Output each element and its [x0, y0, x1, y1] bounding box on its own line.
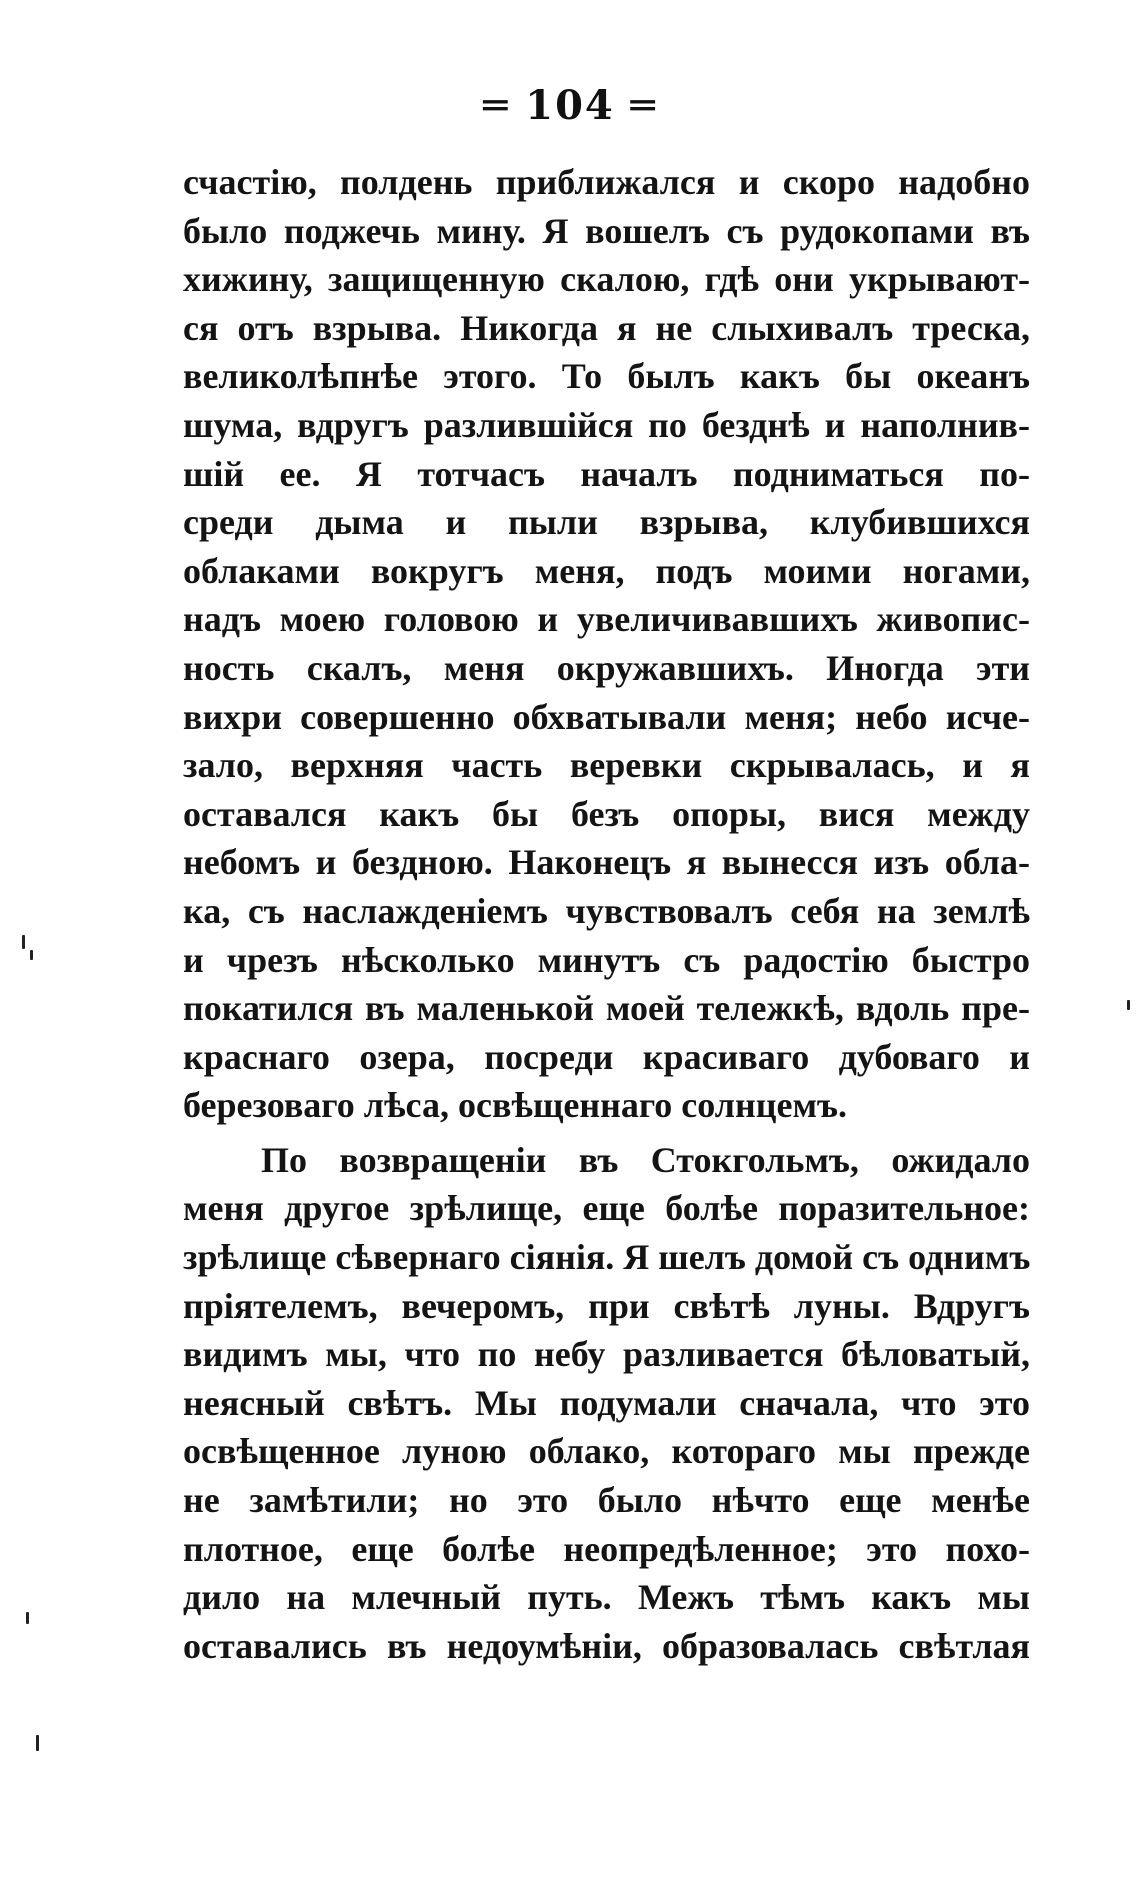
page-number: [0, 82, 1140, 129]
page-number-value: 104: [525, 82, 615, 129]
page-number-left-rule: ═: [483, 82, 526, 129]
text-line: оставались въ недоумѣніи, образовалась свѣтлая: [183, 1625, 1030, 1666]
text-line: и чрезъ нѣсколько минутъ съ радостію быстро: [183, 939, 1030, 980]
text-line: оставался какъ бы безъ опоры, вися между: [183, 793, 1030, 834]
text-line: великолѣпнѣе этого. То былъ какъ бы океанъ: [183, 356, 1030, 397]
text-line: облаками вокругъ меня, подъ моими ногами,: [183, 550, 1030, 591]
text-line: вихри совершенно обхватывали меня; небо исче-: [183, 696, 1030, 737]
text-line: небомъ и бездною. Наконецъ я вынесся изъ обла-: [183, 842, 1030, 883]
text-line: краснаго озера, посреди красиваго дубоваго и: [183, 1036, 1030, 1077]
text-line: не замѣтили; но это было нѣчто еще менѣе: [183, 1480, 1030, 1521]
text-line: ка, съ наслажденіемъ чувствовалъ себя на землѣ: [183, 890, 1030, 931]
text-line: дило на млечный путь. Межъ тѣмъ какъ мы: [183, 1577, 1030, 1618]
text-line: надъ моею головою и увеличивавшихъ живопис-: [183, 599, 1030, 640]
text-line: среди дыма и пыли взрыва, клубившихся: [183, 502, 1030, 543]
text-line: ность скалъ, меня окружавшихъ. Иногда эти: [183, 647, 1030, 688]
text-line: хижину, защищенную скалою, гдѣ они укрывают-: [183, 259, 1030, 300]
text-line: зало, верхняя часть веревки скрывалась, и я: [183, 745, 1030, 786]
text-line: освѣщенное луною облако, котораго мы прежде: [183, 1431, 1030, 1472]
body-text: [183, 158, 1030, 1670]
text-line: пріятелемъ, вечеромъ, при свѣтѣ луны. Вдругъ: [183, 1285, 1030, 1326]
text-line: По возвращеніи въ Стокгольмъ, ожидало: [261, 1139, 1030, 1180]
scan-speck: [30, 950, 33, 960]
page-number-right-rule: ═: [614, 82, 657, 129]
text-line: березоваго лѣса, освѣщеннаго солнцемъ.: [183, 1085, 847, 1126]
text-line: счастію, полдень приближался и скоро надобно: [183, 162, 1030, 202]
text-line: неясный свѣтъ. Мы подумали сначала, что это: [183, 1382, 1030, 1423]
scan-speck: [22, 935, 25, 949]
text-line: шій ее. Я тотчасъ началъ подниматься по-: [183, 453, 1030, 494]
scan-speck: [1127, 1000, 1130, 1010]
text-line: видимъ мы, что по небу разливается бѣловатый,: [183, 1334, 1030, 1375]
text-line: шума, вдругъ разлившійся по безднѣ и наполнив-: [183, 404, 1030, 445]
text-line: покатился въ маленькой моей тележкѣ, вдоль пре-: [183, 988, 1030, 1029]
scan-speck: [26, 1612, 29, 1624]
text-line: ся отъ взрыва. Никогда я не слыхивалъ треска,: [183, 307, 1030, 348]
text-line: плотное, еще болѣе неопредѣленное; это похо-: [183, 1528, 1030, 1569]
text-line: зрѣлище сѣвернаго сіянія. Я шелъ домой съ однимъ: [183, 1237, 1030, 1278]
scan-speck: [36, 1735, 39, 1751]
text-line: меня другое зрѣлище, еще болѣе поразительное:: [183, 1188, 1030, 1229]
text-line: было поджечь мину. Я вошелъ съ рудокопами въ: [183, 210, 1030, 251]
